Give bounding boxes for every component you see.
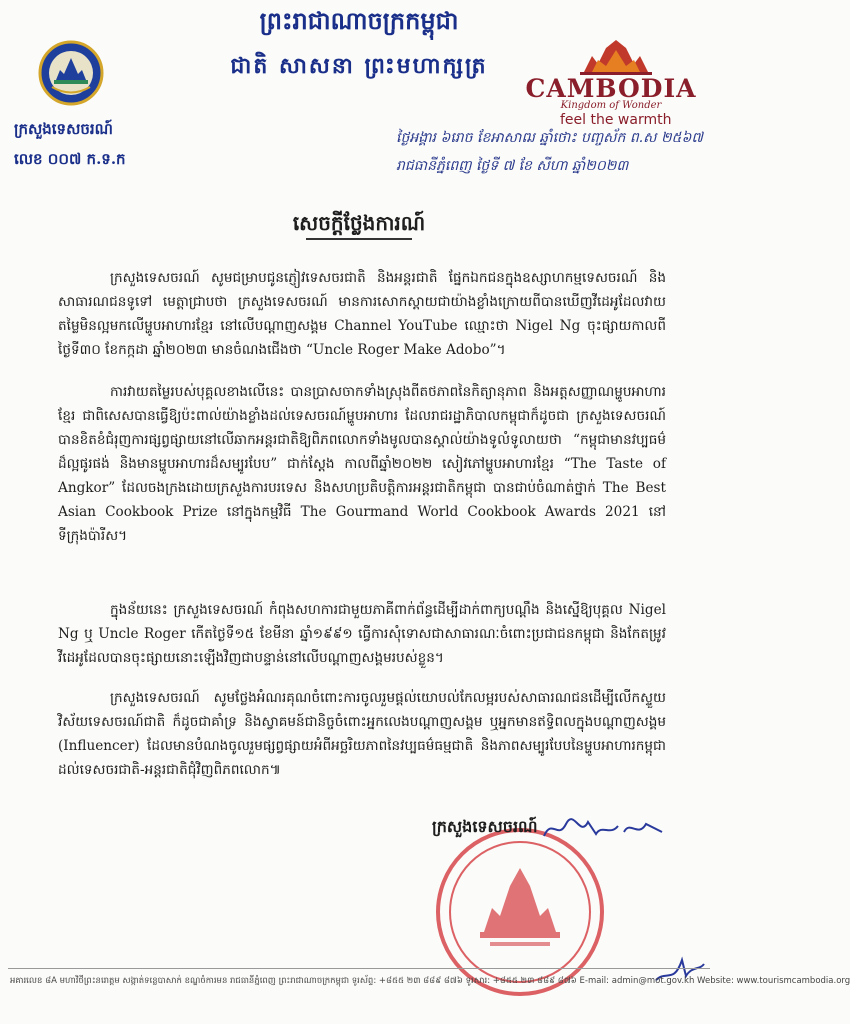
kingdom-heading: ព្រះរាជាណាចក្រកម្ពុជា <box>259 6 459 35</box>
official-seal-icon <box>430 822 610 1002</box>
ministry-name: ក្រសួងទេសចរណ៍ <box>14 120 113 138</box>
footer-contact-info: អគារលេខ ៨A មហាវិថីព្រះនរោត្តម សង្កាត់ទន្លេបាសាក់ ខណ្ឌចំការមន រាជធានីភ្នំពេញ ព្រះរាជាណាចក្រកម្ពុជា ទូរស័ព្ទ: +៨៥៥ ២៣ ៨៨៩ ៨៧៦ ទូរសារ: +៨៥៥ ២៣ ៨៨៩ ៨៧៦ E-mail: admin@mot.gov.kh Website: www.tourismcambodia.org <box>10 976 850 986</box>
signatory-name: ក្រសួងទេសចរណ៍ <box>432 817 538 836</box>
paragraph-3: ក្នុងន័យនេះ ក្រសួងទេសចរណ៍ កំពុងសហការជាមួយភាគីពាក់ព័ន្ធដើម្បីដាក់ពាក្យបណ្តឹង និងស្នើឱ្យបុគ្គល Nigel Ng ឬ Uncle Roger កើតថ្ងៃទី១៥ ខែមីនា ឆ្នាំ១៩៩១ ធ្វើការសុំទោសជាសាធារណៈចំពោះប្រជាជនកម្ពុជា និងកែតម្រូវវីដេអូដែលបានចុះផ្សាយនោះឡើងវិញជាបន្ទាន់នៅលើបណ្តាញសង្គមរបស់ខ្លួន។ <box>58 602 666 666</box>
handwritten-signature-icon <box>540 810 670 846</box>
ministry-logo-icon <box>38 40 104 106</box>
paragraph-1: ក្រសួងទេសចរណ៍ សូមជម្រាបជូនភ្ញៀវទេសចរជាតិ និងអន្តរជាតិ ផ្នែកឯកជនក្នុងឧស្សាហកម្មទេសចរណ៍ និងសាធារណជនទូទៅ មេត្តាជ្រាបថា ក្រសួងទេសចរណ៍ មានការសោកស្តាយជាយ៉ាងខ្លាំងក្រោយពីបានឃើញវីដេអូដែលវាយតម្លៃមិនល្អមកលើម្ហូបអាហារខ្មែរ នៅលើបណ្តាញសង្គម Channel YouTube ឈ្មោះថា Nigel Ng ចុះផ្សាយកាលពីថ្ងៃទី៣០ ខែកក្កដា ឆ្នាំ២០២៣ មានចំណងជើងថា “Uncle Roger Make Adobo”។ <box>58 270 666 358</box>
paragraph-4: ក្រសួងទេសចរណ៍ សូមថ្លែងអំណរគុណចំពោះការចូលរួមផ្តល់យោបល់កែលម្អរបស់សាធារណជនដើម្បីលើកស្ទួយវិស័យទេសចរណ៍ជាតិ ក៏ដូចជាគាំទ្រ និងស្វាគមន៍ជានិច្ចចំពោះអ្នកលេងបណ្តាញសង្គម ឬអ្នកមានឥទ្ធិពលក្នុងបណ្តាញសង្គម (Influencer) ដែលមានបំណងចូលរួមផ្សព្វផ្សាយអំពីអច្ឆរិយភាពនៃវប្បធម៌ធម្មជាតិ និងភាពសម្បូរបែបនៃម្ហូបអាហារកម្ពុជា ដល់ទេសចរជាតិ-អន្តរជាតិជុំវិញពិភពលោក៕ <box>58 690 666 778</box>
footer-divider <box>8 968 710 969</box>
paragraph-2: ការវាយតម្លៃរបស់បុគ្គលខាងលើនេះ បានប្រាសចាកទាំងស្រុងពីតថភាពនៃកិត្យានុភាព និងអត្តសញ្ញាណម្ហូបអាហារខ្មែរ ជាពិសេសបានធ្វើឱ្យប៉ះពាល់យ៉ាងខ្លាំងដល់ទេសចរណ៍ម្ហូបអាហារ ដែលរាជរដ្ឋាភិបាលកម្ពុជាក៏ដូចជា ក្រសួងទេសចរណ៍ បានខិតខំជំរុញការផ្សព្វផ្សាយនៅលើឆាកអន្តរជាតិឱ្យពិភពលោកទាំងមូលបានស្គាល់យ៉ាងទូលំទូលាយថា “កម្ពុជាមានវប្បធម៌ដ៏ល្អផូរផង់ និងមានម្ហូបអាហារដ៏សម្បូរបែប” ជាក់ស្តែង កាលពីឆ្នាំ២០២២ សៀវភៅម្ហូបអាហារខ្មែរ “The Taste of Angkor” ដែលចងក្រងដោយក្រសួងការបរទេស និងសហប្រតិបត្តិការអន្តរជាតិកម្ពុជា បានជាប់ចំណាត់ថ្នាក់ The Best Asian Cookbook Prize នៅក្នុងកម្មវិធី The Gourmand World Cookbook Awards 2021 នៅទីក្រុងប៉ារីស។ <box>58 384 666 544</box>
brand-subtitle: Kingdom of Wonder <box>560 100 662 111</box>
title-underline <box>306 238 412 240</box>
solar-date: រាជធានីភ្នំពេញ ថ្ងៃទី ៧ ខែ សីហា ឆ្នាំ២០២៣ <box>396 158 629 174</box>
statement-title: សេចក្តីថ្លែងការណ៍ <box>292 211 426 235</box>
lunar-date: ថ្ងៃអង្គារ ៦រោច ខែអាសាឍ ឆ្នាំថោះ បញ្ចស័ក ព.ស ២៥៦៧ <box>396 130 703 146</box>
brand-name: CAMBODIA <box>525 74 697 103</box>
reference-number: លេខ ០០៧ ក.ទ.ក <box>14 150 126 168</box>
brand-tagline: feel the warmth <box>560 112 672 128</box>
national-motto: ជាតិ សាសនា ព្រះមហាក្សត្រ <box>230 53 488 79</box>
